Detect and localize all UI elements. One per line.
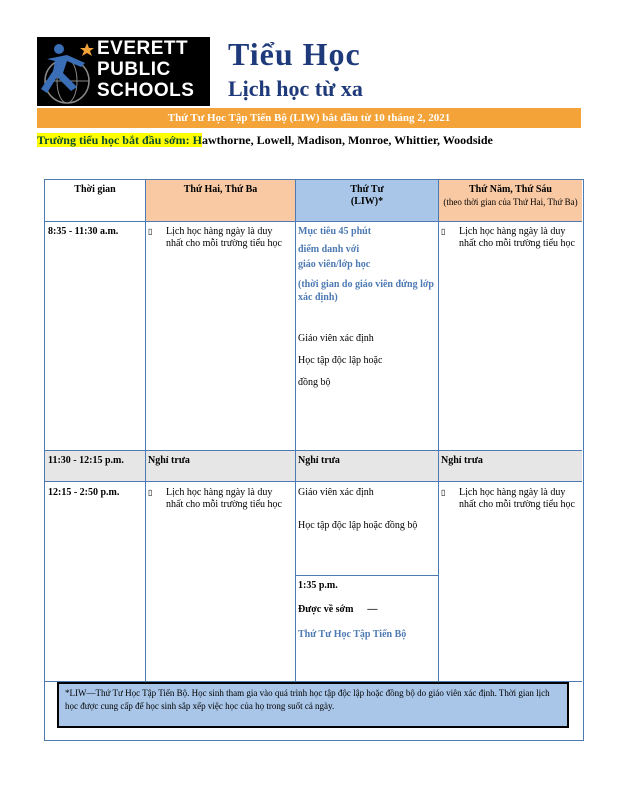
logo-line2: PUBLIC [97, 59, 171, 80]
header-thu-fri-sub: (theo thời gian của Thứ Hai, Thứ Ba) [443, 197, 578, 207]
row1-wed-checkin1: điểm danh với [298, 244, 360, 255]
row1-wed-checkin2: giáo viên/lớp học [298, 259, 371, 270]
row1-wed-independent: Học tập độc lập hoặc [298, 355, 383, 366]
early-dismissal-label: Được về sớm [298, 604, 354, 615]
header-thu-fri-label: Thứ Năm, Thứ Sáu [469, 184, 552, 195]
header-wed-label: Thứ Tư [350, 184, 384, 195]
grid-line [438, 180, 439, 681]
row1-wed-sync: đồng bộ [298, 377, 331, 388]
liw-banner: Thứ Tư Học Tập Tiến Bộ (LIW) bắt đầu từ 10 tháng 2, 2021 [37, 108, 581, 128]
liw-footnote: *LIW—Thứ Tư Học Tập Tiến Bộ. Học sinh tham gia vào quá trình học tập độc lập hoặc đồng bộ do giáo viên xác định. Thời gian lịch học được cung cấp để học sinh sắp xếp việc học của họ trong suốt cả ngày. [57, 682, 569, 728]
early-start-schools [37, 133, 493, 148]
row3-wed-time: 1:35 p.m. [298, 580, 338, 591]
everett-public-schools-logo [37, 37, 210, 106]
logo-text [97, 38, 194, 101]
grid-line [145, 180, 146, 681]
row2-wed: Nghỉ trưa [298, 455, 340, 466]
header-mon-tue-label: Thứ Hai, Thứ Ba [183, 184, 258, 195]
early-dismissal-dash: — [367, 604, 378, 615]
header-thu-fri [439, 180, 582, 221]
grid-line [45, 221, 582, 222]
bullet-icon: ▯ [148, 488, 153, 497]
bullet-icon: ▯ [441, 488, 446, 497]
page-subtitle: Lịch học từ xa [228, 76, 363, 101]
header-wed-sub: (LIW)* [350, 196, 384, 207]
row3-wed-independent: Học tập độc lập hoặc đồng bộ [298, 520, 418, 531]
header-time [45, 180, 145, 221]
row3-thu-fri-text: Lịch học hàng ngày là duy nhất cho mỗi trường tiểu học [459, 487, 575, 510]
runner-globe-icon [37, 37, 95, 106]
header-mon-tue [146, 180, 295, 221]
row1-time: 8:35 - 11:30 a.m. [48, 226, 119, 237]
bullet-icon: ▯ [148, 227, 153, 236]
early-start-list: awthorne, Lowell, Madison, Monroe, Whittier, Woodside [201, 133, 493, 147]
row1-thu-fri [441, 226, 577, 250]
logo-line3: SCHOOLS [97, 80, 195, 101]
grid-line [296, 575, 438, 576]
bullet-icon: ▯ [441, 227, 446, 236]
header-time-label: Thời gian [74, 184, 116, 195]
row3-thu-fri [441, 487, 577, 511]
row1-thu-fri-text: Lịch học hàng ngày là duy nhất cho mỗi trường tiểu học [459, 226, 575, 249]
page-title: Tiểu Học [228, 36, 361, 72]
row2-mon-tue: Nghỉ trưa [148, 455, 190, 466]
early-start-label: Trường tiểu học bắt đầu sớm: H [37, 133, 202, 147]
row3-mon-tue [148, 487, 288, 511]
row2-time: 11:30 - 12:15 p.m. [48, 455, 124, 466]
row1-wed-goal: Mục tiêu 45 phút [298, 226, 372, 237]
row1-wed-teacher: Giáo viên xác định [298, 333, 374, 344]
row3-time: 12:15 - 2:50 p.m. [48, 487, 120, 498]
grid-line [45, 450, 582, 451]
header-wed [296, 180, 438, 221]
grid-line [295, 180, 296, 681]
row1-mon-tue [148, 226, 288, 250]
row2-thu-fri: Nghỉ trưa [441, 455, 483, 466]
logo-line1: EVERETT [97, 38, 189, 59]
row3-wed-liw: Thứ Tư Học Tập Tiến Bộ [298, 629, 407, 640]
row3-wed-teacher: Giáo viên xác định [298, 487, 374, 498]
grid-line [45, 481, 582, 482]
row1-wed-note: (thời gian do giáo viên đứng lớp xác định) [298, 279, 434, 303]
row3-wed-early [298, 604, 377, 615]
row1-mon-tue-text: Lịch học hàng ngày là duy nhất cho mỗi trường tiểu học [166, 226, 282, 249]
row3-mon-tue-text: Lịch học hàng ngày là duy nhất cho mỗi trường tiểu học [166, 487, 282, 510]
